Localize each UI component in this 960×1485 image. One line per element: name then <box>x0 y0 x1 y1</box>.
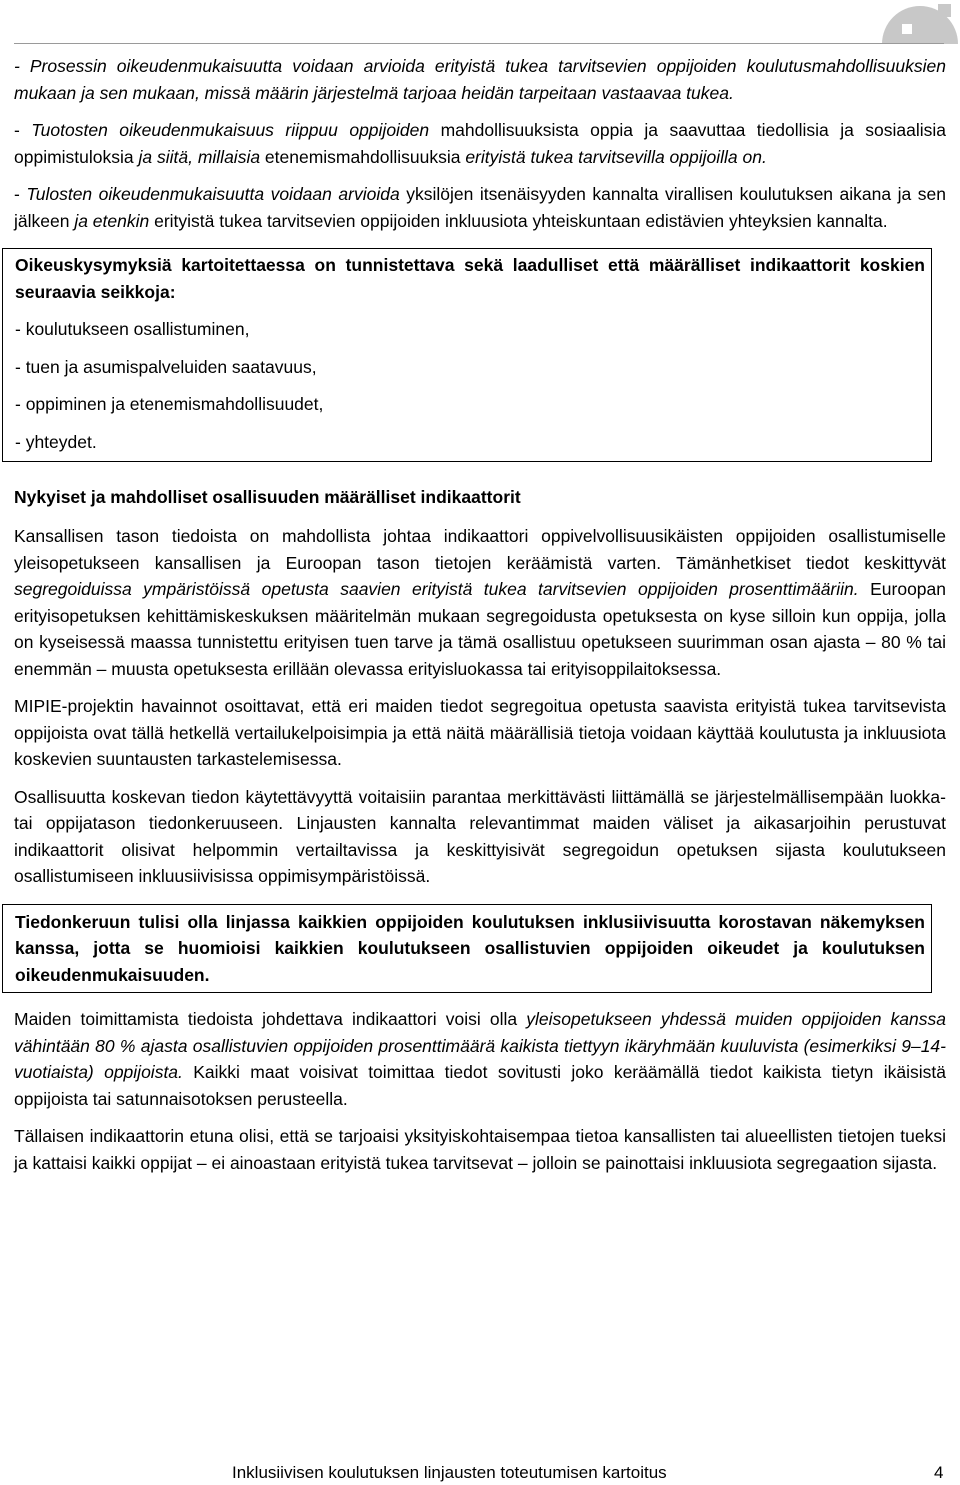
header-rule <box>14 43 944 44</box>
section-heading: Nykyiset ja mahdolliset osallisuuden määrälliset indikaattorit <box>14 487 521 507</box>
list-item: - koulutukseen osallistuminen, <box>15 319 250 339</box>
main-content <box>14 53 946 1176</box>
footer-title: Inklusiivisen koulutuksen linjausten toteutumisen kartoitus <box>232 1463 667 1482</box>
agency-logo-icon <box>878 0 960 44</box>
data-collection-box <box>2 904 932 994</box>
document-page <box>14 0 946 1485</box>
paragraph-national-data: Kansallisen tason tiedoista on mahdollista johtaa indikaattori oppivelvollisuusikäisten oppijoiden osallistumiselle yleisopetukseen kansallisen ja Euroopan tason tietojen keräämistä varten. Tämänhetkiset tiedot keskittyvät segregoiduissa ympäristöissä opetusta saavien erityistä tukea tarvitsevien oppijoiden prosenttimääriin. Euroopan erityisopetuksen kehittämiskeskuksen määritelmän mukaan segregoidusta opetuksesta on kyse silloin kun oppija, jolla on kyseisessä maassa tunnistettu erityisen tuen tarve ja tämä osallistuu opetukseen suurimman osan ajasta – 80 % tai enemmän – muusta opetuksesta erillään olevassa erityisluokassa tai erityisoppilaitoksessa. <box>14 526 947 679</box>
key-questions-box <box>2 248 932 462</box>
page-number: 4 <box>934 1463 944 1482</box>
paragraph-indicator-proposal: Maiden toimittamista tiedoista johdettava indikaattori voisi olla yleisopetukseen yhdessä muiden oppijoiden kanssa vähintään 80 % ajasta osallistuvien oppijoiden prosenttimäärä kaikista tiettyyn ikäryhmään kuuluvista (esimerkiksi 9–14-vuotiaista) oppijoista. Kaikki maat voisivat toimittaa tiedot sovitusti joko keräämällä tiedot kaikista tietyn ikäisistä oppijoista tai satunnaisotoksen perusteella. <box>14 1009 947 1109</box>
key-questions-heading: Oikeuskysymyksiä kartoitettaessa on tunnistettava sekä laadulliset että määrälliset indikaattorit koskien seuraavia seikkoja: <box>15 255 925 302</box>
paragraph-process-fairness: - Prosessin oikeudenmukaisuutta voidaan arvioida erityistä tukea tarvitsevien oppijoiden koulutusmahdollisuuksien mukaan ja sen mukaan, missä määrin järjestelmä tarjoaa heidän tarpeitaan vastaavaa tukea. <box>14 56 946 103</box>
data-collection-statement: Tiedonkeruun tulisi olla linjassa kaikkien oppijoiden koulutuksen inklusiivisuutta korostavan näkemyksen kanssa, jotta se huomioisi kaikkien koulutukseen osallistuvien oppijoiden oikeudet ja koulutuksen oikeudenmukaisuuden. <box>15 911 925 985</box>
paragraph-output-fairness: - Tuotosten oikeudenmukaisuus riippuu oppijoiden mahdollisuuksista oppia ja saavuttaa tiedollisia ja sosiaalisia oppimistuloksia ja siitä, millaisia etenemismahdollisuuksia erityistä tukea tarvitsevilla oppijoilla on. <box>14 120 946 167</box>
list-item: - yhteydet. <box>15 431 97 452</box>
list-item: - tuen ja asumispalveluiden saatavuus, <box>15 356 317 377</box>
list-item: - oppiminen ja etenemismahdollisuudet, <box>15 394 324 414</box>
paragraph-data-usability: Osallisuutta koskevan tiedon käytettävyyttä voitaisiin parantaa merkittävästi liittämällä se järjestelmällisempään luokka- tai oppijatason tiedonkeruuseen. Linjausten kannalta relevantimmat maiden väliset ja aikasarjoihin perustuvat indikaattorit olisivat helpommin vertailtavissa ja keskittyisivät segregoidun opetuksen sijasta koulutukseen osallistumiseen inkluusiivisissa oppimisympäristöissä. <box>14 786 946 886</box>
paragraph-outcome-fairness: - Tulosten oikeudenmukaisuutta voidaan arvioida yksilöjen itsenäisyyden kannalta virallisen koulutuksen aikana ja sen jälkeen ja etenkin erityistä tukea tarvitsevien oppijoiden inkluusiota yhteiskuntaan edistävien yhteyksien kannalta. <box>14 184 946 231</box>
paragraph-indicator-benefit: Tällaisen indikaattorin etuna olisi, että se tarjoaisi yksityiskohtaisempaa tietoa kansallisten tai alueellisten tietojen tueksi ja kattaisi kaikki oppijat – ei ainoastaan erityistä tukea tarvitsevat – jolloin se painottaisi inkluusiota segregaation sijasta. <box>14 1126 946 1173</box>
paragraph-mipie-findings: MIPIE-projektin havainnot osoittavat, että eri maiden tiedot segregoitua opetusta saavista erityistä tukea tarvitsevista oppijoista ovat tällä hetkellä vertailukelpoisimpia ja että näitä määrällisiä tietoja voidaan käyttää koulutusta ja inkluusiota koskevien suuntausten tarkastelemisessa. <box>14 696 946 769</box>
